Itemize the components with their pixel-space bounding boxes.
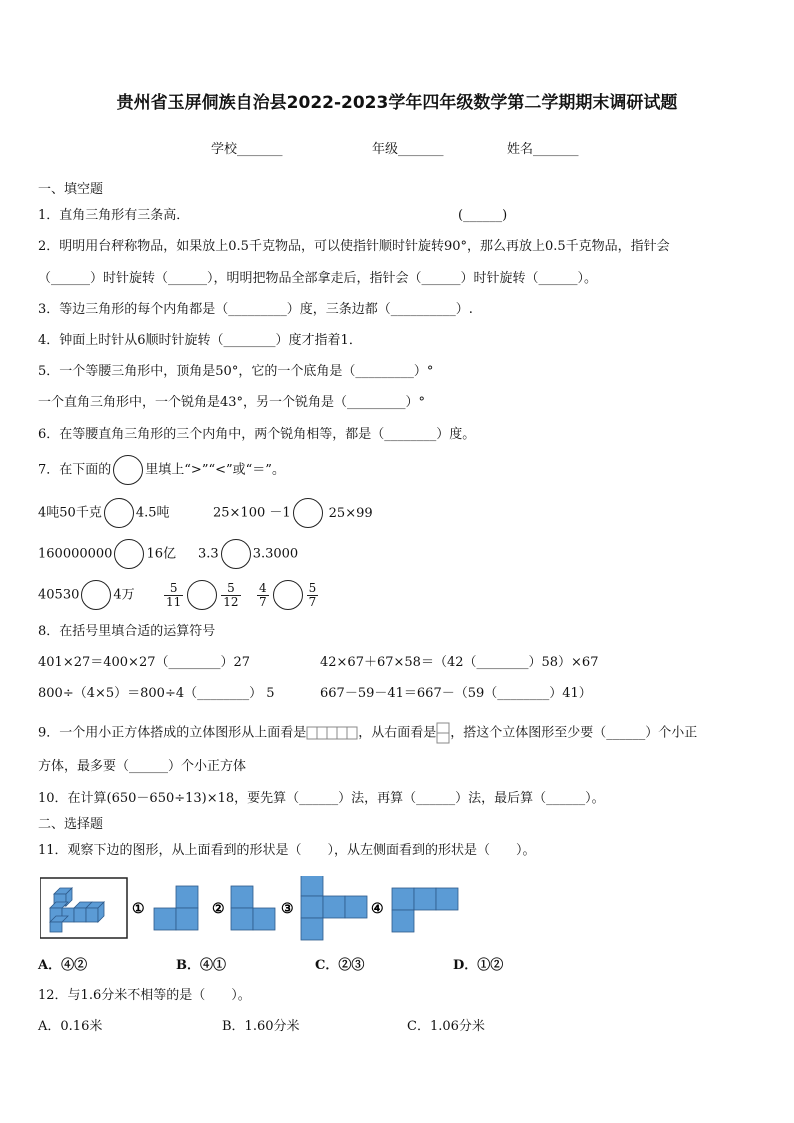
- question-3: 3．等边三角形的每个内角都是（_________）度，三条边都（__________）.: [38, 302, 473, 317]
- school-field: 学校_______: [211, 142, 283, 157]
- compare-right: 4.5吨: [135, 505, 170, 521]
- compare-item-d: [198, 539, 298, 570]
- question-1: 1．直角三角形有三条高．: [38, 208, 190, 223]
- question-9-text-b: ，从右面看是: [358, 725, 437, 741]
- compare-left: 40530: [38, 587, 80, 603]
- question-9-line-2: 方体，最多要（______）个小正方体: [38, 759, 247, 774]
- page-title: 贵州省玉屏侗族自治县2022-2023学年四年级数学第二学期期末调研试题: [116, 93, 678, 113]
- question-8-a: 401×27＝400×27（________）27: [38, 655, 251, 670]
- view-option-1-icon: [154, 886, 198, 930]
- compare-right: 16亿: [146, 546, 176, 562]
- question-2-line-1: 2．明明用台秤称物品，如果放上0.5千克物品，可以使指针顺时针旋转90°，那么再放上0.5千克物品，指针会: [38, 239, 670, 254]
- label-4: ④: [371, 901, 384, 917]
- question-6: 6．在等腰直角三角形的三个内角中，两个锐角相等，都是（________）度。: [38, 427, 476, 442]
- question-9-text-a: 9．一个用小正方体搭成的立体图形从上面看是: [38, 725, 307, 741]
- question-7-prefix: 7．在下面的: [38, 462, 112, 478]
- compare-circle[interactable]: [293, 498, 323, 528]
- view-option-3-icon: [301, 876, 367, 940]
- compare-item-b: [213, 498, 373, 529]
- compare-item-g: [255, 580, 320, 611]
- question-5-line-2: 一个直角三角形中，一个锐角是43°，另一个锐角是（_________）°: [38, 395, 426, 410]
- compare-circle[interactable]: [187, 580, 217, 610]
- compare-left: 25×100 －1: [213, 505, 291, 521]
- question-2-line-2: （______）时针旋转（______），明明把物品全部拿走后，指针会（______）时针旋转（______）。: [38, 271, 598, 286]
- section-fill-heading: 一、填空题: [38, 182, 104, 197]
- fraction: $\frac{4}{7}$: [259, 580, 267, 609]
- question-7-suffix: 里填上“>”“<”或“＝”。: [145, 462, 285, 478]
- name-field: 姓名_______: [507, 142, 579, 157]
- question-8-b: 42×67＋67×58＝（42（________）58）×67: [320, 655, 599, 670]
- view-option-4-icon: [392, 888, 458, 932]
- compare-item-f: [162, 580, 243, 611]
- compare-circle[interactable]: [273, 580, 303, 610]
- q12-option-b[interactable]: B．1.60分米: [222, 1019, 300, 1034]
- q11-option-d[interactable]: D．①②: [453, 958, 504, 973]
- top-view-icon: [306, 726, 358, 740]
- fraction: $\frac{5}{7}$: [308, 580, 317, 609]
- q11-option-b[interactable]: B．④①: [176, 958, 226, 973]
- question-12: 12．与1.6分米不相等的是（ ）。: [38, 988, 251, 1003]
- compare-right: 4万: [113, 587, 135, 603]
- question-1-blank: (______): [458, 208, 508, 223]
- grade-field: 年级_______: [372, 142, 444, 157]
- compare-item-e: [38, 580, 135, 611]
- compare-item-a: [38, 498, 170, 529]
- label-3: ③: [281, 901, 294, 917]
- compare-circle: [113, 455, 143, 485]
- question-8-c: 800÷（4×5）＝800÷4（________） 5: [38, 686, 275, 701]
- question-7: [38, 455, 285, 486]
- fraction: $\frac{5}{11}$: [166, 580, 182, 609]
- compare-left: 3.3: [198, 546, 219, 562]
- question-8: 8．在括号里填合适的运算符号: [38, 624, 216, 639]
- q11-option-a[interactable]: A．④②: [38, 958, 88, 973]
- right-view-icon: [436, 722, 450, 744]
- question-9-line-1: [38, 722, 697, 744]
- question-10: 10．在计算(650－650÷13)×18，要先算（______）法，再算（______）法，最后算（______）。: [38, 791, 605, 806]
- section-choice-heading: 二、选择题: [38, 817, 104, 832]
- q11-option-c[interactable]: C．②③: [315, 958, 365, 973]
- view-option-2-icon: [231, 886, 275, 930]
- compare-circle[interactable]: [81, 580, 111, 610]
- compare-left: 4吨50千克: [38, 505, 102, 521]
- q12-option-a[interactable]: A．0.16米: [38, 1019, 103, 1034]
- compare-item-c: [38, 539, 176, 570]
- question-8-d: 667－59－41＝667－（59（________）41）: [320, 686, 592, 701]
- compare-right: 3.3000: [252, 546, 299, 562]
- q12-option-c[interactable]: C．1.06分米: [407, 1019, 485, 1034]
- question-9-text-c: ，搭这个立体图形至少要（______）个小正: [450, 725, 698, 741]
- question-11-figures: [40, 876, 470, 946]
- compare-circle[interactable]: [221, 539, 251, 569]
- label-2: ②: [212, 901, 225, 917]
- compare-right: 25×99: [328, 505, 373, 521]
- compare-circle[interactable]: [114, 539, 144, 569]
- question-5-line-1: 5．一个等腰三角形中，顶角是50°，它的一个底角是（_________）°: [38, 364, 434, 379]
- question-11: 11．观察下边的图形，从上面看到的形状是（ ），从左侧面看到的形状是（ ）。: [38, 843, 536, 858]
- label-1: ①: [132, 901, 145, 917]
- compare-left: 160000000: [38, 546, 113, 562]
- fraction: $\frac{5}{12}$: [223, 580, 239, 609]
- question-4: 4．钟面上时针从6顺时针旋转（________）度才指着1．: [38, 333, 362, 348]
- compare-circle[interactable]: [104, 498, 134, 528]
